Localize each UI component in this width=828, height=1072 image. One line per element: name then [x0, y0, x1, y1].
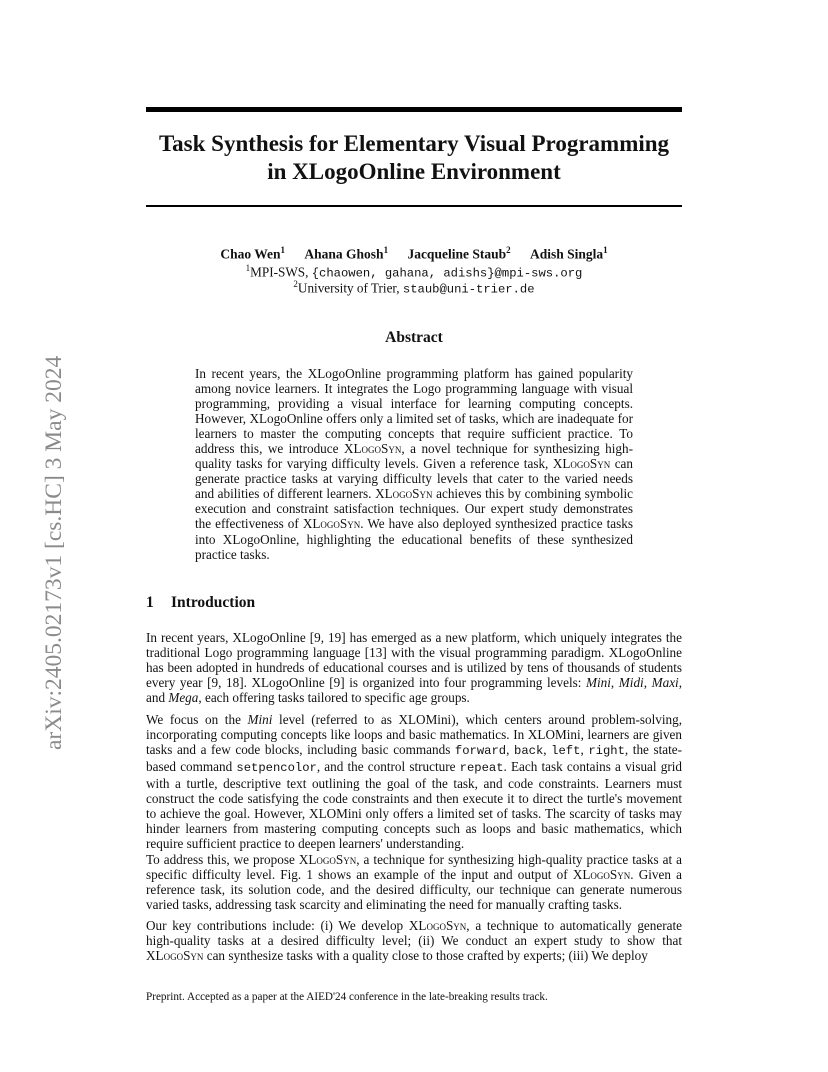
paper-title-line-2: in XLogoOnline Environment [267, 159, 561, 184]
intro-paragraph-3: To address this, we propose XLogoSyn, a technique for synthesizing high-quality practice tasks at a specific difficulty level. Fig. 1 shows an example of the input and output of XLogoSyn. Given a reference task, its solution code, and the desired difficulty, our technique can generate numerous varied tasks, addressing task scarcity and eliminating the need for manually crafting tasks. [146, 852, 682, 913]
section-heading-introduction: 1 Introduction [146, 594, 256, 611]
arxiv-identifier: arXiv:2405.02173v1 [cs.HC] 3 May 2024 [41, 355, 67, 750]
affiliation-2: $^2$University of Trier, staub@uni-trier.de [293, 279, 535, 297]
author: Jacqueline Staub$^2$ [407, 245, 511, 262]
title-bottom-rule [146, 205, 682, 207]
title-top-rule [146, 107, 682, 112]
abstract-body: In recent years, the XLogoOnline programming platform has gained popularity among novice learners. It integrates the Logo programming language with visual programming, providing a visual interface for learning computing concepts. However, XLogoOnline offers only a limited set of tasks, which are inadequate for learners to master the computing concepts that require sufficient practice. To address this, we introduce XLogoSyn, a novel technique for synthesizing high-quality tasks for varying difficulty levels. Given a reference task, XLogoSyn can generate practice tasks at varying difficulty levels that cater to the varied needs and abilities of different learners. XLogoSyn achieves this by combining symbolic execution and constraint satisfaction techniques. Our expert study demonstrates the effectiveness of XLogoSyn. We have also deployed synthesized practice tasks into XLogoOnline, highlighting the educational benefits of these synthesized practice tasks. [195, 366, 634, 562]
intro-paragraph-2: We focus on the Mini level (referred to as XLOMini), which centers around problem-solving, incorporating computing concepts like loops and basic mathematics. In XLOMini, learners are given tasks and a few code blocks, including basic commands forward, back, left, right, the state-based command setpencolor, and the control structure repeat. Each task contains a visual grid with a turtle, descriptive text outlining the goal of the task, and code constraints. Learners must construct the code satisfying the code constraints and then execute it to direct the turtle's movement to achieve the goal. However, XLOMini only offers a limited set of tasks. The scarcity of tasks may hinder learners from mastering computing concepts such as loops and basic mathematics, which require sufficient practice to deepen learners' understanding. [146, 712, 683, 852]
paper-title-line-1: Task Synthesis for Elementary Visual Programming [158, 131, 670, 156]
paper-title [146, 130, 682, 186]
author: Ahana Ghosh$^1$ [304, 245, 389, 262]
preprint-footnote: Preprint. Accepted as a paper at the AIED'24 conference in the late-breaking results track. [146, 991, 548, 1003]
affiliation-1: $^1$MPI-SWS, {chaowen, gahana, adishs}@mpi-sws.org [245, 263, 583, 281]
intro-paragraph-4: Our key contributions include: (i) We develop XLogoSyn, a technique to automatically generate high-quality tasks at a desired difficulty level; (ii) We conduct an expert study to show that XLogoSyn can synthesize tasks with a quality close to those crafted by experts; (iii) We deploy [146, 918, 682, 964]
email-address: {chaowen, gahana, adishs}@mpi-sws.org [311, 266, 583, 281]
email-address: staub@uni-trier.de [402, 282, 535, 297]
abstract-heading: Abstract [385, 329, 443, 346]
author: Adish Singla$^1$ [529, 245, 608, 262]
author: Chao Wen$^1$ [220, 245, 286, 262]
intro-paragraph-1: In recent years, XLogoOnline [9, 19] has emerged as a new platform, which uniquely integrates the traditional Logo programming language [13] with the visual programming paradigm. XLogoOnline has been adopted in hundreds of educational courses and is utilized by tens of thousands of students every year [9, 18]. XLogoOnline [9] is organized into four programming levels: Mini, Midi, Maxi, and Mega, each offering tasks tailored to specific age groups. [146, 630, 683, 706]
